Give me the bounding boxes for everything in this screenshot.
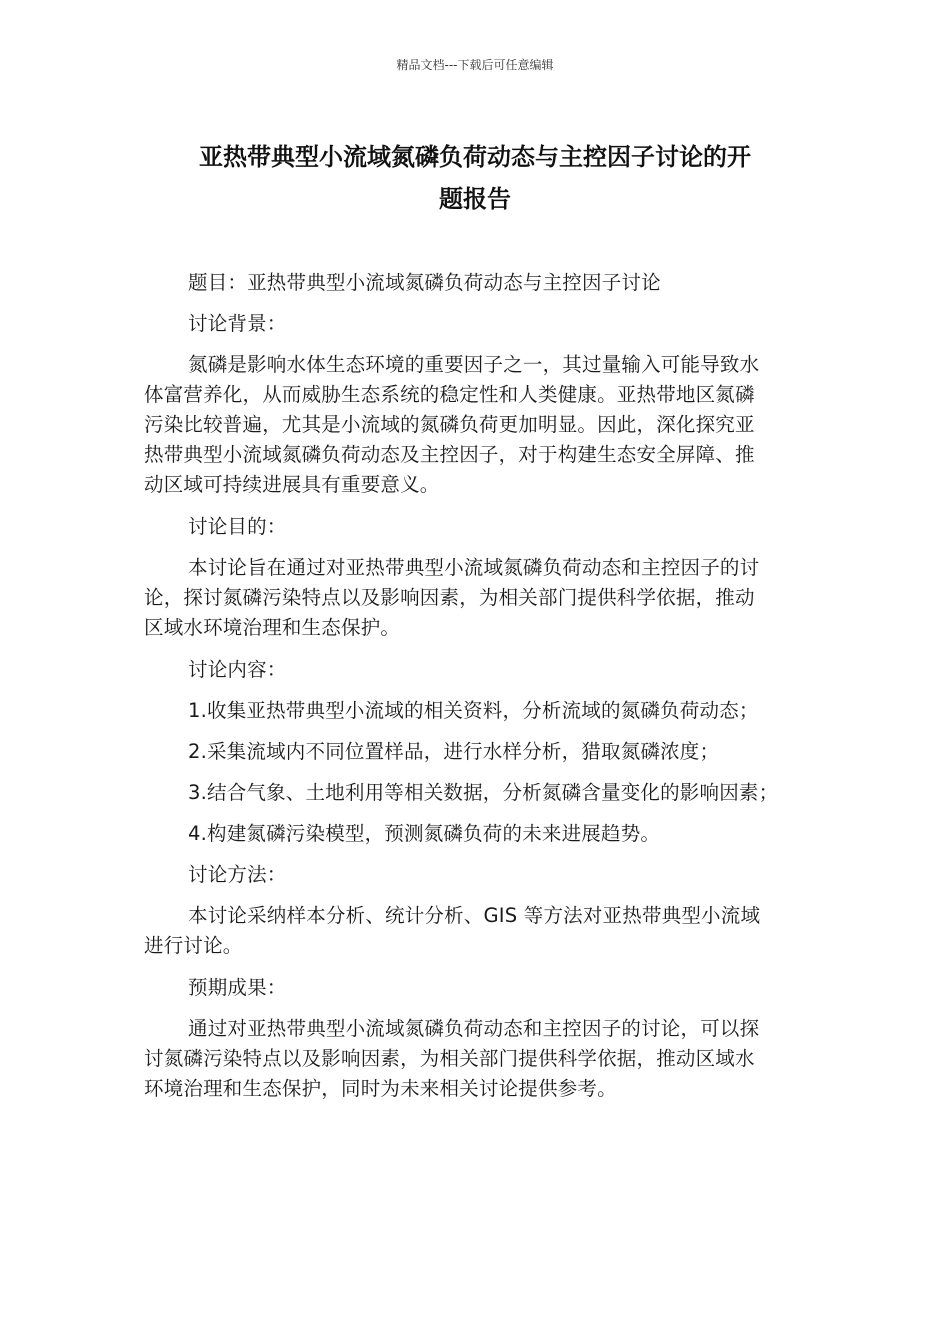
document-title-line-1: 亚热带典型小流域氮磷负荷动态与主控因子讨论的开 (199, 143, 751, 171)
background-heading: 讨论背景： (188, 312, 287, 335)
content-item: 4.构建氮磷污染模型，预测氮磷负荷的未来进展趋势。 (188, 822, 661, 845)
method-paragraph (144, 901, 794, 961)
method-heading: 讨论方法： (188, 863, 287, 886)
background-line: 氮磷是影响水体生态环境的重要因子之一，其过量输入可能导致水 (188, 353, 760, 376)
background-line: 污染比较普遍，尤其是小流域的氮磷负荷更加明显。因此，深化探究亚 (144, 413, 755, 436)
background-line: 热带典型小流域氮磷负荷动态及主控因子，对于构建生态安全屏障、推 (144, 443, 755, 466)
document-title (140, 136, 810, 220)
purpose-paragraph (144, 553, 794, 643)
purpose-line: 区域水环境治理和生态保护。 (144, 616, 401, 639)
purpose-line: 论，探讨氮磷污染特点以及影响因素，为相关部门提供科学依据，推动 (144, 586, 755, 609)
purpose-heading: 讨论目的： (188, 515, 287, 538)
result-heading: 预期成果： (188, 976, 287, 999)
document-title-line-2: 题报告 (439, 185, 511, 213)
result-line: 讨氮磷污染特点以及影响因素，为相关部门提供科学依据，推动区域水 (144, 1047, 755, 1070)
background-line: 体富营养化，从而威胁生态系统的稳定性和人类健康。亚热带地区氮磷 (144, 383, 755, 406)
purpose-line: 本讨论旨在通过对亚热带典型小流域氮磷负荷动态和主控因子的讨 (188, 556, 760, 579)
content-item: 1.收集亚热带典型小流域的相关资料，分析流域的氮磷负荷动态； (188, 699, 759, 722)
topic-line: 题目：亚热带典型小流域氮磷负荷动态与主控因子讨论 (188, 271, 661, 294)
content-item: 2.采集流域内不同位置样品，进行水样分析，猎取氮磷浓度； (188, 740, 720, 763)
background-line: 动区域可持续进展具有重要意义。 (144, 473, 440, 496)
result-line: 环境治理和生态保护，同时为未来相关讨论提供参考。 (144, 1077, 617, 1100)
background-paragraph (144, 350, 794, 500)
header-note: 精品文档---下载后可任意编辑 (396, 58, 554, 72)
content-heading: 讨论内容： (188, 658, 287, 681)
method-line: 进行讨论。 (144, 934, 243, 957)
result-line: 通过对亚热带典型小流域氮磷负荷动态和主控因子的讨论，可以探 (188, 1017, 760, 1040)
result-paragraph (144, 1014, 794, 1104)
document-body (144, 268, 794, 1116)
method-line: 本讨论采纳样本分析、统计分析、GIS 等方法对亚热带典型小流域 (188, 904, 761, 927)
content-item: 3.结合气象、土地利用等相关数据，分析氮磷含量变化的影响因素； (188, 781, 779, 804)
